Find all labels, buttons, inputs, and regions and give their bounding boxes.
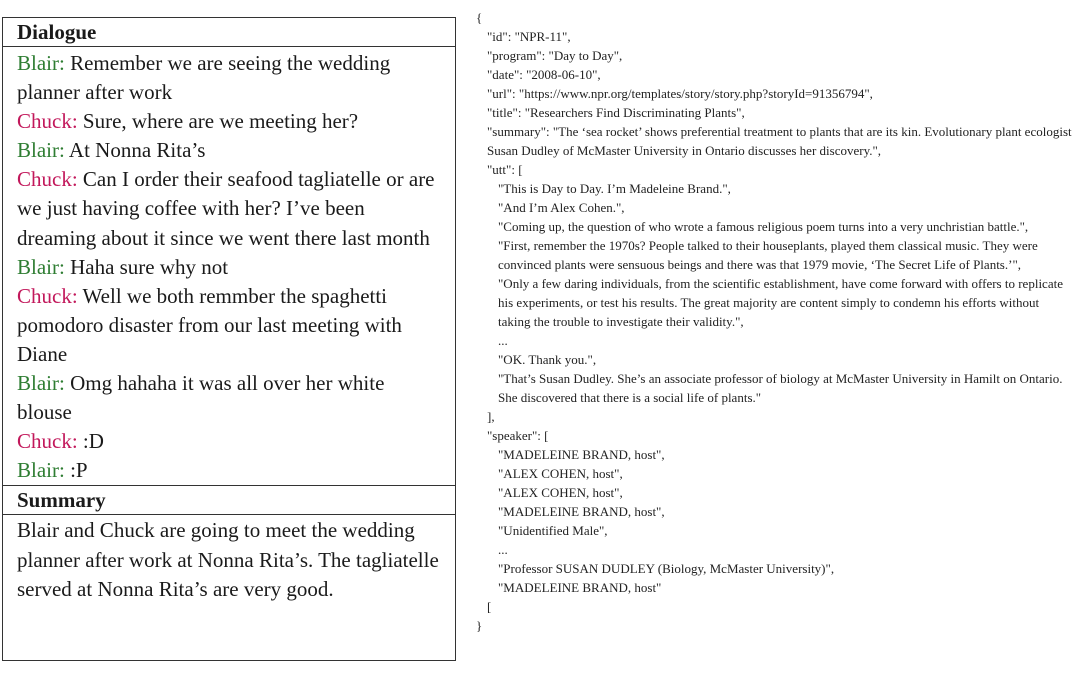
dialogue-turn <box>17 427 441 456</box>
speaker-ellipsis: ... <box>498 542 508 557</box>
utterance-text: Haha sure why not <box>64 254 229 279</box>
utterance-text: Remember we are seeing the wedding planner after work <box>17 51 391 105</box>
utterance-text: Well we both remmber the spaghetti pomodoro disaster from our last meeting with Diane <box>17 283 402 366</box>
json-speaker-open: "speaker": [ <box>487 428 549 443</box>
speaker-label: Blair: <box>17 458 65 483</box>
summary-text: Blair and Chuck are going to meet the wedding planner after work at Nonna Rita’s. The tagliatelle served at Nonna Rita’s are very good. <box>17 518 439 601</box>
speaker-item: "ALEX COHEN, host", <box>498 466 623 481</box>
dialogue-turn <box>17 369 441 427</box>
speaker-label: Blair: <box>17 138 65 163</box>
utterance-text: At Nonna Rita’s <box>64 138 206 163</box>
speaker-item: "MADELEINE BRAND, host", <box>498 447 665 462</box>
speaker-label: Chuck: <box>17 429 78 454</box>
dialogue-header: Dialogue <box>3 18 455 47</box>
speaker-label: Chuck: <box>17 109 78 134</box>
utt-item: "That’s Susan Dudley. She’s an associate professor of biology at McMaster University in Hamilt on Ontario. She discovered that there is a social life of plants." <box>498 371 1063 405</box>
dialogue-turn <box>17 165 441 252</box>
dialogue-summary-table <box>2 17 456 661</box>
speaker-label: Blair: <box>17 51 65 75</box>
utt-item: "And I’m Alex Cohen.", <box>498 200 625 215</box>
utterance-text: :D <box>77 429 104 454</box>
json-url: "url": "https://www.npr.org/templates/story/story.php?storyId=91356794", <box>487 86 873 101</box>
speaker-item: "MADELEINE BRAND, host" <box>498 580 662 595</box>
open-brace: { <box>476 10 483 25</box>
utterance-text: Omg hahaha it was all over her white blouse <box>17 371 385 425</box>
dialogue-body <box>3 47 455 485</box>
close-brace: } <box>476 618 483 633</box>
utterance-text: :P <box>64 458 88 483</box>
dialogue-turn <box>17 282 441 369</box>
utterance-text: Can I order their seafood tagliatelle or are we just having coffee with her? I’ve been dreaming about it since we went there last month <box>17 167 435 250</box>
speaker-item: "ALEX COHEN, host", <box>498 485 623 500</box>
speaker-item: "Professor SUSAN DUDLEY (Biology, McMaster University)", <box>498 561 835 576</box>
utt-item: "Coming up, the question of who wrote a famous religious poem turns into a very unchristian battle.", <box>498 219 1029 234</box>
json-listing <box>476 8 1072 676</box>
speaker-item: "Unidentified Male", <box>498 523 608 538</box>
speaker-label: Chuck: <box>17 167 78 192</box>
speaker-label: Blair: <box>17 371 65 396</box>
dialogue-turn <box>17 49 441 107</box>
json-utt-close: ], <box>487 409 495 424</box>
utt-item: "This is Day to Day. I’m Madeleine Brand.", <box>498 181 731 196</box>
json-date: "date": "2008-06-10", <box>487 67 601 82</box>
utterance-text: Sure, where are we meeting her? <box>77 109 359 134</box>
speaker-label: Blair: <box>17 254 65 279</box>
utt-item: "First, remember the 1970s? People talked to their houseplants, played them classical music. They were convinced plants were sensuous beings and there was that 1979 movie, ‘The Secret Life of Plants.’", <box>498 238 1038 272</box>
json-speaker-close: [ <box>487 599 492 614</box>
json-id: "id": "NPR-11", <box>487 29 571 44</box>
speaker-label: Chuck: <box>17 283 78 308</box>
utt-item: "Only a few daring individuals, from the scientific establishment, have come forward with offers to replicate his experiments, or test his results. The great majority are content simply to condemn his efforts without taking the trouble to investigate their validity.", <box>498 276 1063 329</box>
speaker-item: "MADELEINE BRAND, host", <box>498 504 665 519</box>
utt-item: "OK. Thank you.", <box>498 352 597 367</box>
json-title: "title": "Researchers Find Discriminating Plants", <box>487 105 745 120</box>
utt-ellipsis: ... <box>498 333 508 348</box>
json-utt-open: "utt": [ <box>487 162 523 177</box>
dialogue-turn <box>17 136 441 165</box>
json-summary: "summary": "The ‘sea rocket’ shows preferential treatment to plants that are its kin. Evolutionary plant ecologist Susan Dudley of McMaster University in Ontario discusses her discovery.", <box>487 124 1072 158</box>
dialogue-turn <box>17 456 441 485</box>
summary-header: Summary <box>3 485 455 515</box>
dialogue-turn <box>17 253 441 282</box>
json-program: "program": "Day to Day", <box>487 48 623 63</box>
dialogue-turn <box>17 107 441 136</box>
